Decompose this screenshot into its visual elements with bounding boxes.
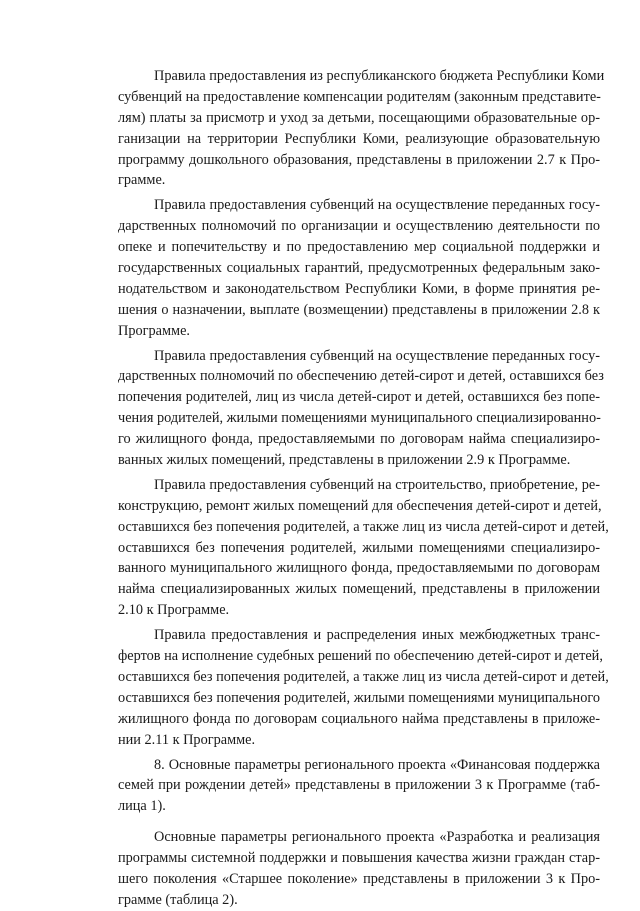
text-line: фертов на исполнение судебных решений по обеспечению детей-сирот и детей, (118, 648, 603, 665)
text-line: найма специализированных жилых помещений, представлены в приложении (118, 581, 600, 598)
text-line: нодательством и законодательством Республики Коми, в форме принятия ре- (118, 280, 600, 297)
text-line: оставшихся без попечения родителей, а также лиц из числа детей-сирот и детей, (118, 668, 609, 685)
text-line: грамме. (118, 172, 166, 189)
text-line: семей при рождении детей» представлены в приложении 3 к Программе (таб- (118, 777, 600, 794)
text-line: программы системной поддержки и повышения качества жизни граждан стар- (118, 850, 600, 867)
paragraph-p2 (118, 195, 600, 341)
text-line: шего поколения «Старшее поколение» представлены в приложении 3 к Про- (118, 870, 600, 887)
text-line: оставшихся без попечения родителей, а также лиц из числа детей-сирот и детей, (118, 518, 609, 535)
text-line: Основные параметры регионального проекта «Разработка и реализация (154, 829, 600, 846)
text-line: чения родителей, жилыми помещениями муниципального специализированно- (118, 410, 601, 427)
paragraph-p6 (118, 755, 600, 818)
text-line: шения о назначении, выплате (возмещении) представлены в приложении 2.8 к (118, 301, 600, 318)
text-line: Правила предоставления субвенций на строительство, приобретение, ре- (154, 476, 600, 493)
text-line: программу дошкольного образования, представлены в приложении 2.7 к Про- (118, 151, 600, 168)
text-line: лям) платы за присмотр и уход за детьми, посещающими образовательные ор- (118, 109, 600, 126)
text-line: попечения родителей, лиц из числа детей-сирот и детей, оставшихся без попе- (118, 389, 600, 406)
text-line: оставшихся без попечения родителей, жилыми помещениями муниципального (118, 689, 600, 706)
text-line: ганизации на территории Республики Коми, реализующие образовательную (118, 130, 600, 147)
text-line: ванного муниципального жилищного фонда, предоставляемыми по договорам (118, 560, 600, 577)
paragraph-p5 (118, 625, 609, 750)
paragraph-p1 (118, 66, 605, 191)
text-line: Правила предоставления и распределения иных межбюджетных транс- (154, 627, 600, 644)
text-line: оставшихся без попечения родителей, жилыми помещениями специализиро- (118, 539, 600, 556)
paragraph-p7 (118, 827, 600, 911)
text-line: жилищного фонда по договорам социального найма представлены в приложе- (118, 710, 600, 727)
text-line: дарственных полномочий по обеспечению детей-сирот и детей, оставшихся без (118, 368, 604, 385)
text-line: государственных социальных гарантий, предусмотренных федеральным зако- (118, 260, 600, 277)
text-line: 8. Основные параметры регионального проекта «Финансовая поддержка (154, 756, 600, 773)
text-line: конструкцию, ремонт жилых помещений для обеспечения детей-сирот и детей, (118, 497, 602, 514)
paragraph-spacer (118, 817, 600, 827)
text-line: ванных жилых помещений, представлены в приложении 2.9 к Программе. (118, 452, 571, 469)
text-line: Правила предоставления субвенций на осуществление переданных госу- (154, 347, 600, 364)
text-line: дарственных полномочий по организации и осуществлению деятельности по (118, 218, 600, 235)
text-line: опеке и попечительству и по предоставлению мер социальной поддержки и (118, 239, 600, 256)
text-line: го жилищного фонда, предоставляемыми по договорам найма специализиро- (118, 431, 600, 448)
text-line: лица 1). (118, 798, 166, 815)
text-line: 2.10 к Программе. (118, 602, 230, 619)
text-line: Программе. (118, 322, 190, 339)
text-line: субвенций на предоставление компенсации родителям (законным представите- (118, 88, 601, 105)
text-line: грамме (таблица 2). (118, 891, 238, 908)
paragraph-p4 (118, 475, 609, 621)
text-line: Правила предоставления субвенций на осуществление переданных госу- (154, 197, 600, 214)
text-line: нии 2.11 к Программе. (118, 731, 256, 748)
document-body (118, 66, 609, 911)
text-line: Правила предоставления из республиканского бюджета Республики Коми (154, 68, 605, 84)
paragraph-p3 (118, 346, 604, 471)
